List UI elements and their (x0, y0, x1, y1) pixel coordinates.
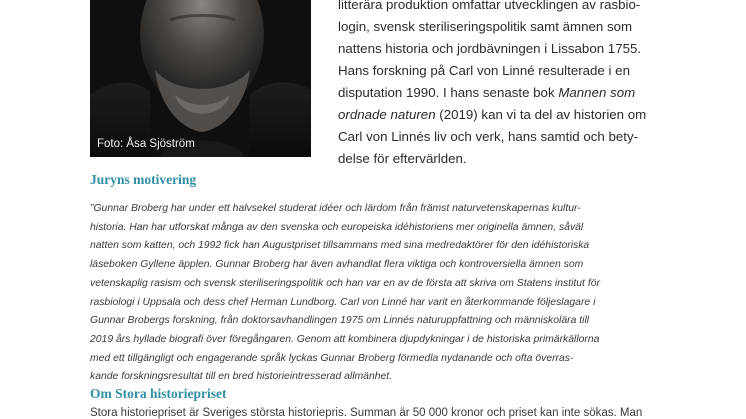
book-title-cont: ordnade naturen (338, 107, 436, 122)
quote-line: vetenskaplig rasism och svensk steriliseringspolitik och han var en av de första att skriva om Statens institut för (90, 277, 600, 289)
quote-line: Gunnar Brobergs forskning, från doktorsavhandlingen 1975 om Linnés naturuppfattning och människolära till (90, 315, 590, 327)
quote-line: med ett tillgängligt och engagerande språk lyckas Gunnar Broberg förmedla nydanande och ofta överras- (90, 352, 574, 364)
bio-text: (2019) kan vi ta del av historien om (435, 107, 647, 122)
about-text: Stora historiepriset är Sveriges största historiepris. Summan är 50 000 kronor och priset kan inte sökas. Man (90, 407, 643, 419)
bio-line: Carl von Linnés liv och verk, hans samtid och bety- (338, 129, 639, 144)
portrait-photo (90, 0, 311, 157)
bio-line: nattens historia och jordbävningen i Lissabon 1755. (338, 41, 642, 56)
bio-line: login, svensk steriliseringspolitik samt ämnen som (338, 19, 633, 34)
book-title: Mannen som (558, 85, 636, 100)
bio-line: Hans forskning på Carl von Linné resulterade i en (338, 63, 630, 78)
quote-line: ”Gunnar Broberg har under ett halvsekel studerat idéer och lärdom från främst naturvetenskapernas kultur- (90, 203, 581, 214)
bio-line: litterära produktion omfattar utvecklingen av rasbio- (338, 0, 641, 12)
quote-line: historia. Han har utforskat många av den svenska och europeiska idéhistoriens mer originella ämnen, såväl (90, 221, 584, 233)
quote-line: rasbiologi i Uppsala och dess chef Herman Lundborg. Carl von Linné har varit en återkommande följeslagare i (90, 296, 596, 308)
bio-text: disputation 1990. I hans senaste bok (338, 85, 555, 100)
photo-caption: Foto: Åsa Sjöström (97, 138, 195, 150)
portrait-image (90, 0, 311, 157)
quote-line: natten som katten, och 1992 fick han Augustpriset tillsammans med sina medredaktörer för den idéhistoriska (90, 240, 590, 252)
jury-quote (90, 200, 690, 387)
about-heading: Om Stora historiepriset (90, 386, 227, 401)
bio-line (338, 104, 698, 126)
biography-text (338, 0, 698, 170)
bio-line (338, 82, 698, 104)
quote-line: läseboken Gyllene äpplen. Gunnar Broberg har även avhandlat flera viktiga och kontroversiella ämnen som (90, 259, 584, 271)
jury-heading: Juryns motivering (90, 172, 197, 187)
quote-line: 2019 års hyllade biografi över föregångaren. Genom att kombinera djupdykningar i de historiska primärkällorna (90, 333, 600, 345)
bio-line: delse för eftervärlden. (338, 151, 467, 166)
quote-line: kande forskningsresultat till en bred historieintresserad allmänhet. (90, 371, 393, 383)
